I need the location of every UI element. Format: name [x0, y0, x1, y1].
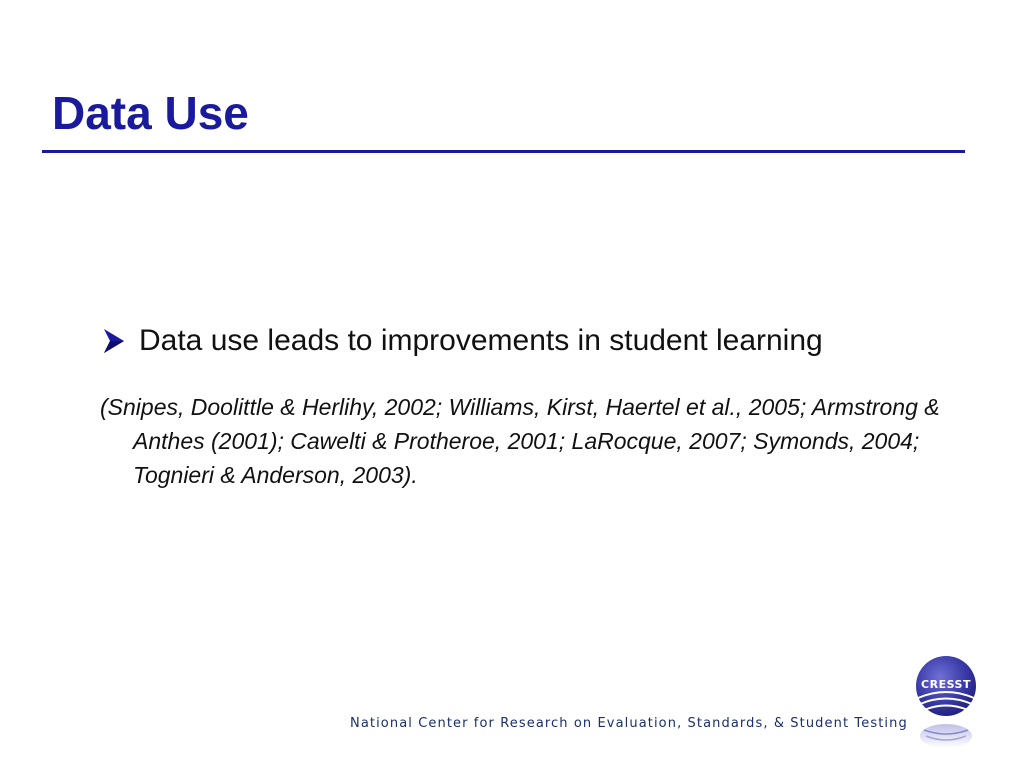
cresst-logo	[910, 656, 982, 752]
title-underline	[42, 150, 965, 153]
arrowhead-bullet-icon	[103, 328, 125, 354]
citation-text: (Snipes, Doolittle & Herlihy, 2002; Williams, Kirst, Haertel et al., 2005; Armstrong & Anthes (2001); Cawelti & Protheroe, 2001; LaRocque, 2007; Symonds, 2004; Tognieri & Anderson, 2003).	[100, 394, 940, 488]
footer-organization-name: National Center for Research on Evaluation, Standards, & Student Testing	[350, 716, 908, 731]
bullet-text: Data use leads to improvements in student learning	[139, 324, 823, 357]
bullet-item	[103, 324, 823, 358]
logo-text: CRESST	[921, 678, 971, 691]
cresst-globe-icon	[910, 656, 982, 752]
slide-title: Data Use	[52, 87, 249, 139]
